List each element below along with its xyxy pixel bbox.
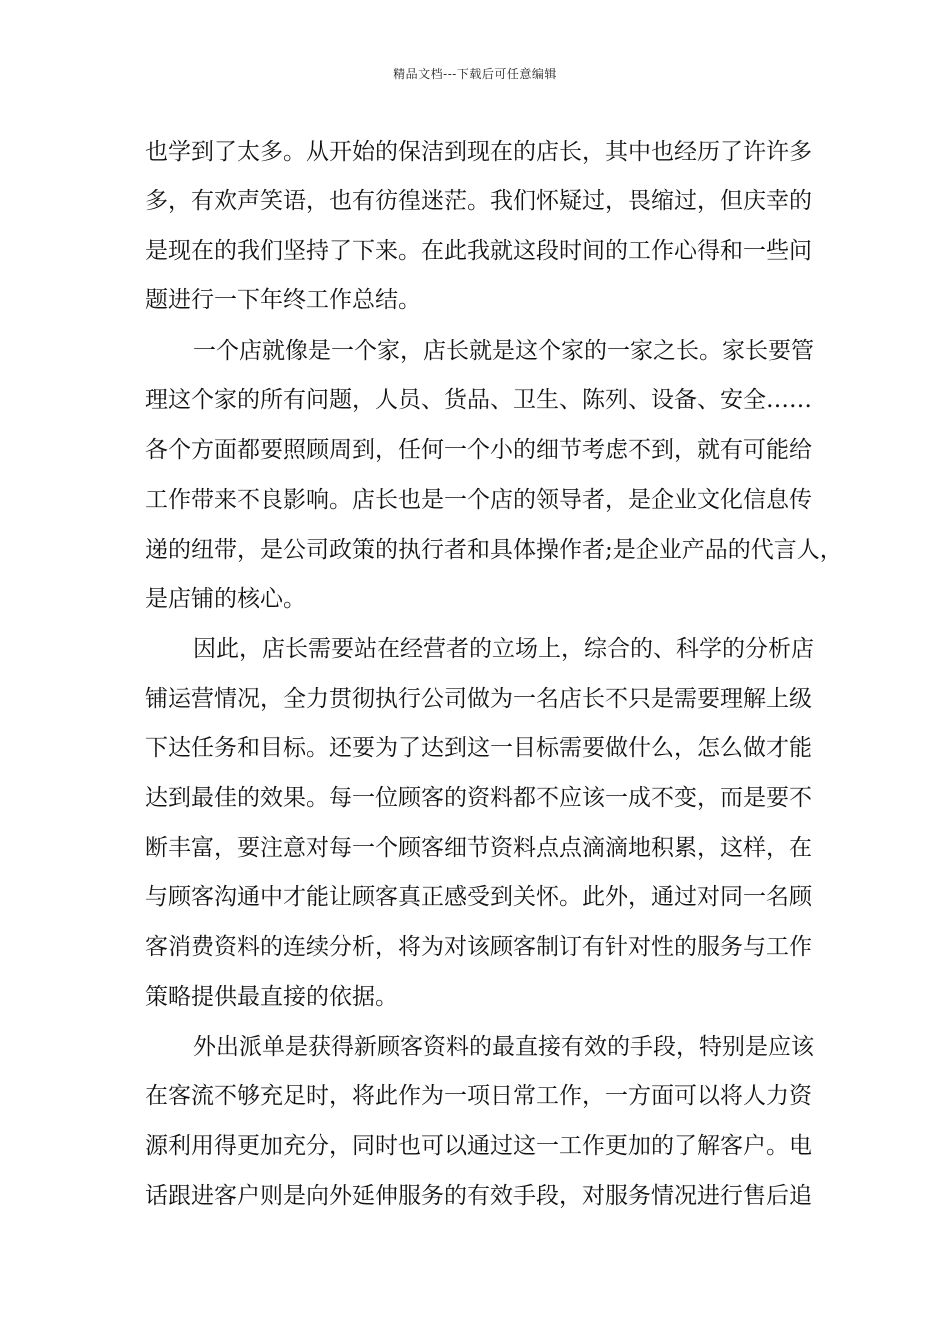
text-line: 工作带来不良影响。店长也是一个店的领导者，是企业文化信息传 [145, 487, 812, 513]
text-line: 客消费资料的连续分析，将为对该顾客制订有针对性的服务与工作 [145, 934, 812, 960]
text-line: 源利用得更加充分，同时也可以通过这一工作更加的了解客户。电 [145, 1133, 812, 1159]
page-header: 精品文档---下载后可任意编辑 [393, 67, 557, 81]
text-line: 话跟进客户则是向外延伸服务的有效手段，对服务情况进行售后追 [145, 1183, 812, 1209]
text-line: 也学到了太多。从开始的保洁到现在的店长，其中也经历了许许多 [145, 139, 812, 165]
text-line: 各个方面都要照顾周到，任何一个小的细节考虑不到，就有可能给 [145, 437, 812, 463]
text-line: 下达任务和目标。还要为了达到这一目标需要做什么，怎么做才能 [145, 735, 812, 761]
text-line: 是店铺的核心。 [145, 586, 306, 612]
text-line: 是现在的我们坚持了下来。在此我就这段时间的工作心得和一些问 [145, 238, 812, 264]
paragraph-first-line: 一个店就像是一个家，店长就是这个家的一家之长。家长要管 [193, 338, 814, 364]
text-line: 在客流不够充足时，将此作为一项日常工作，一方面可以将人力资 [145, 1083, 812, 1109]
text-line: 铺运营情况，全力贯彻执行公司做为一名店长不只是需要理解上级 [145, 686, 812, 712]
text-line: 递的纽带，是公司政策的执行者和具体操作者;是企业产品的代言人， [145, 537, 843, 563]
text-line: 策略提供最直接的依据。 [145, 984, 398, 1010]
text-line: 与顾客沟通中才能让顾客真正感受到关怀。此外，通过对同一名顾 [145, 884, 812, 910]
text-line: 多，有欢声笑语，也有彷徨迷茫。我们怀疑过，畏缩过，但庆幸的 [145, 188, 812, 214]
text-line: 达到最佳的效果。每一位顾客的资料都不应该一成不变，而是要不 [145, 785, 812, 811]
text-line: 理这个家的所有问题，人员、货品、卫生、陈列、设备、安全…… [145, 387, 812, 413]
text-line: 断丰富，要注意对每一个顾客细节资料点点滴滴地积累，这样，在 [145, 835, 812, 861]
paragraph-first-line: 因此，店长需要站在经营者的立场上，综合的、科学的分析店 [193, 636, 814, 662]
paragraph-first-line: 外出派单是获得新顾客资料的最直接有效的手段，特别是应该 [193, 1034, 814, 1060]
text-line: 题进行一下年终工作总结。 [145, 287, 421, 313]
